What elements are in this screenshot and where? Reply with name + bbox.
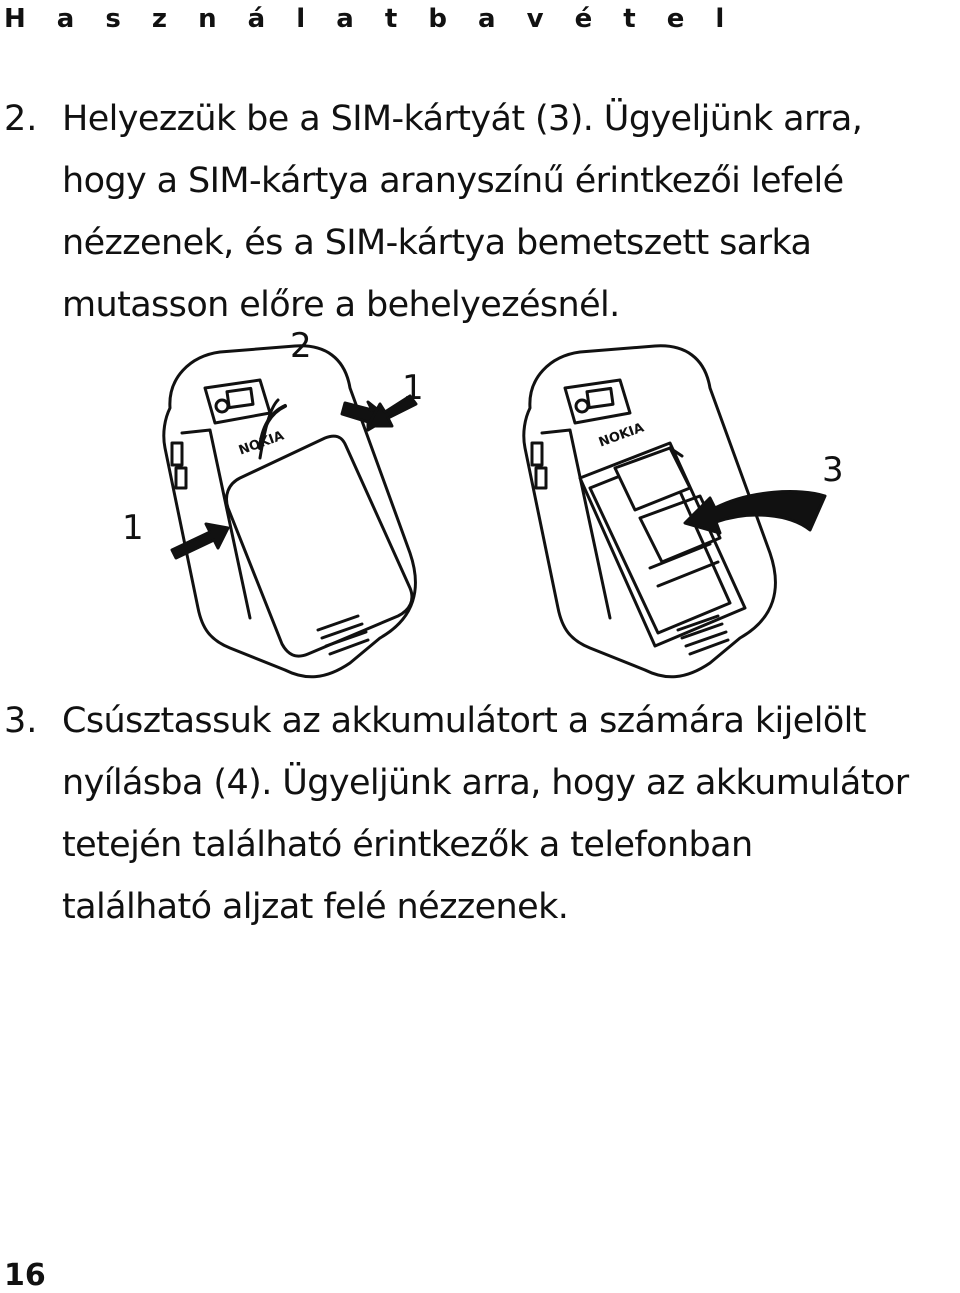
step-3-number: 3. xyxy=(4,701,38,741)
step-3 xyxy=(0,690,955,938)
step-2-line: nézzenek, és a SIM-kártya bemetszett sarka xyxy=(62,223,812,263)
phone-illustration xyxy=(110,318,870,688)
left-battery-cover xyxy=(227,436,412,656)
callout-left-bottom: 1 xyxy=(122,508,144,548)
step-2-text xyxy=(62,88,955,336)
right-arrow-sim xyxy=(685,492,825,533)
right-camera xyxy=(565,380,630,423)
left-nokia-logo: NOKIA xyxy=(236,428,287,459)
step-3-line: Csúsztassuk az akkumulátort a számára kijelölt xyxy=(62,701,866,741)
step-3-line: tetején található érintkezők a telefonban xyxy=(62,825,753,865)
callout-right: 3 xyxy=(822,450,844,490)
step-2-line: mutasson előre a behelyezésnél. xyxy=(62,285,620,325)
step-3-line: található aljzat felé nézzenek. xyxy=(62,887,569,927)
step-3-text xyxy=(62,690,955,938)
step-2 xyxy=(0,88,955,336)
page-number: 16 xyxy=(4,1258,46,1293)
section-header: H a s z n á l a t b a v é t e l xyxy=(4,4,736,34)
step-2-line: hogy a SIM-kártya aranyszínű érintkezői lefelé xyxy=(62,161,844,201)
callout-left-right: 1 xyxy=(402,368,424,408)
left-camera xyxy=(205,380,270,423)
right-nokia-logo: NOKIA xyxy=(596,420,647,451)
right-sim-card xyxy=(615,448,690,510)
step-2-number: 2. xyxy=(4,99,38,139)
sim-card-illustration xyxy=(110,318,870,688)
step-2-line: Helyezzük be a SIM-kártyát (3). Ügyeljünk arra, xyxy=(62,99,863,139)
step-3-line: nyílásba (4). Ügyeljünk arra, hogy az akkumulátor xyxy=(62,763,909,803)
callout-left-top: 2 xyxy=(290,326,312,366)
